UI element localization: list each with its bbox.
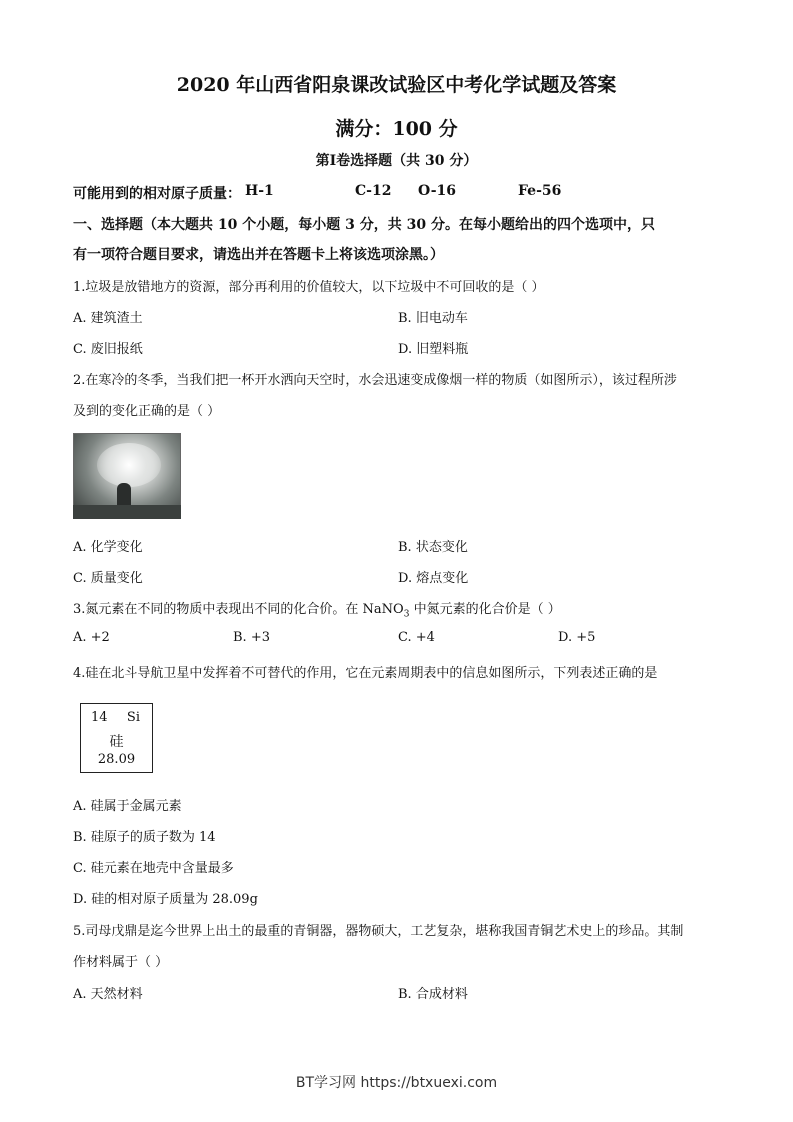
atomic-mass-fe: Fe-56: [518, 183, 562, 199]
section-heading: 第Ⅰ卷选择题（共 30 分）: [315, 153, 478, 169]
question-4-option-d: D. 硅的相对原子质量为 28.09g: [73, 892, 258, 907]
question-2-option-a: A. 化学变化: [73, 540, 143, 555]
element-symbol: Si: [126, 710, 140, 725]
question-2-option-d: D. 熔点变化: [398, 571, 469, 586]
question-5-stem-line-1: 5.司母戊鼎是迄今世界上出土的最重的青铜器，器物硕大，工艺复杂，堪称我国青铜艺术史上的珍品。其制: [73, 924, 684, 939]
question-1-option-c: C. 废旧报纸: [73, 342, 143, 357]
question-3-option-d: D. +5: [558, 630, 596, 645]
question-3-option-a: A. +2: [73, 630, 110, 645]
question-2-stem-line-2: 及到的变化正确的是（ ）: [73, 404, 221, 419]
atomic-number: 14: [91, 710, 108, 725]
question-2-option-c: C. 质量变化: [73, 571, 143, 586]
full-score: 满分：100 分: [335, 118, 458, 140]
question-2-stem-line-1: 2.在寒冷的冬季，当我们把一杯开水洒向天空时，水会迅速变成像烟一样的物质（如图所示），该过程所涉: [73, 373, 677, 388]
ground: [73, 505, 181, 519]
question-4-option-b: B. 硅原子的质子数为 14: [73, 830, 216, 845]
question-5-stem-line-2: 作材料属于（ ）: [73, 955, 169, 970]
instructions-line-2: 有一项符合题目要求，请选出并在答题卡上将该选项涂黑。）: [73, 247, 444, 263]
question-3-stem-post: 中氮元素的化合价是（ ）: [409, 602, 561, 617]
element-name: 硅: [109, 734, 124, 750]
question-1-stem: 1.垃圾是放错地方的资源，部分再利用的价值较大，以下垃圾中不可回收的是（ ）: [73, 280, 545, 295]
question-1-option-a: A. 建筑渣土: [73, 311, 143, 326]
atomic-mass-c: C-12: [355, 183, 392, 199]
atomic-mass-h: H-1: [245, 183, 274, 199]
question-4-option-c: C. 硅元素在地壳中含量最多: [73, 861, 234, 876]
question-2-option-b: B. 状态变化: [398, 540, 468, 555]
question-4-stem: 4.硅在北斗导航卫星中发挥着不可替代的作用，它在元素周期表中的信息如图所示，下列表述正确的是: [73, 666, 658, 681]
question-4-option-a: A. 硅属于金属元素: [73, 799, 182, 814]
question-3-option-b: B. +3: [233, 630, 270, 645]
question-3-option-c: C. +4: [398, 630, 435, 645]
instructions-line-1: 一、选择题（本大题共 10 个小题，每小题 3 分，共 30 分。在每小题给出的四个选项中，只: [73, 217, 655, 233]
question-3-stem-pre: 3.氮元素在不同的物质中表现出不同的化合价。在 NaNO: [73, 602, 404, 617]
question-5-option-b: B. 合成材料: [398, 987, 468, 1002]
question-3-subscript: 3: [403, 609, 410, 620]
silicon-periodic-table-cell: [80, 703, 153, 773]
steam-cloud: [97, 443, 161, 487]
question-1-option-d: D. 旧塑料瓶: [398, 342, 469, 357]
question-3-stem: [73, 598, 561, 620]
relative-atomic-mass: 28.09: [97, 752, 136, 767]
water-to-ice-fog-photo: [73, 433, 181, 519]
footer-watermark-link[interactable]: BT学习网 https://btxuexi.com: [295, 1075, 498, 1091]
question-5-option-a: A. 天然材料: [73, 987, 143, 1002]
atomic-mass-o: O-16: [418, 183, 457, 199]
document-title: 2020 年山西省阳泉课改试验区中考化学试题及答案: [176, 74, 617, 96]
question-1-option-b: B. 旧电动车: [398, 311, 468, 326]
atomic-masses-label: 可能用到的相对原子质量：: [73, 186, 241, 202]
